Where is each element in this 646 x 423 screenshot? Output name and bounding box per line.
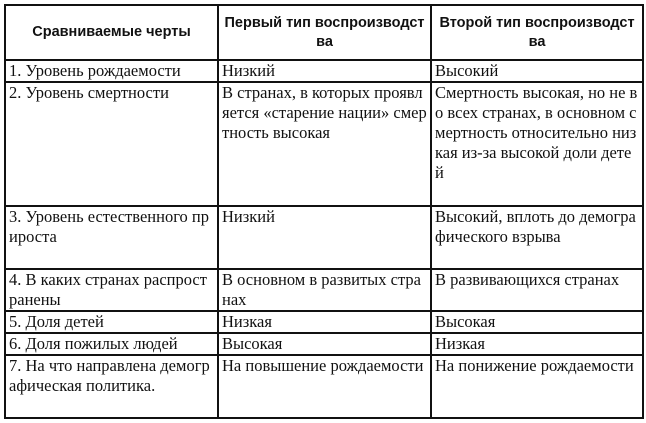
table-header-row: [5, 5, 643, 60]
table-row: [5, 269, 643, 311]
comparison-sheet: [4, 4, 642, 419]
second-type-cell: На понижение рождаемости: [431, 355, 643, 418]
first-type-cell: В основном в развитых странах: [218, 269, 431, 311]
feature-cell: 6. Доля пожилых людей: [5, 333, 218, 355]
table-row: [5, 206, 643, 269]
table-row: [5, 311, 643, 333]
table-row: [5, 82, 643, 206]
first-type-cell: Низкий: [218, 60, 431, 82]
second-type-cell: В развивающихся странах: [431, 269, 643, 311]
second-type-cell: Смертность высокая, но не во всех странах, в основном смертность относительно низкая из-за высокой доли детей: [431, 82, 643, 206]
first-type-cell: Низкий: [218, 206, 431, 269]
first-type-cell: Низкая: [218, 311, 431, 333]
feature-cell: 7. На что направлена демографическая политика.: [5, 355, 218, 418]
feature-cell: 2. Уровень смертности: [5, 82, 218, 206]
reproduction-comparison-table: [4, 4, 644, 419]
first-type-cell: Высокая: [218, 333, 431, 355]
header-second-type: Второй тип воспроизводства: [431, 5, 643, 60]
table-row: [5, 60, 643, 82]
feature-cell: 5. Доля детей: [5, 311, 218, 333]
second-type-cell: Низкая: [431, 333, 643, 355]
second-type-cell: Высокая: [431, 311, 643, 333]
second-type-cell: Высокий, вплоть до демографического взрыва: [431, 206, 643, 269]
first-type-cell: На повышение рождаемости: [218, 355, 431, 418]
header-first-type: Первый тип воспроизводства: [218, 5, 431, 60]
feature-cell: 1. Уровень рождаемости: [5, 60, 218, 82]
feature-cell: 3. Уровень естественного прироста: [5, 206, 218, 269]
table-row: [5, 333, 643, 355]
header-features: Сравниваемые черты: [5, 5, 218, 60]
feature-cell: 4. В каких странах распространены: [5, 269, 218, 311]
second-type-cell: Высокий: [431, 60, 643, 82]
table-row: [5, 355, 643, 418]
first-type-cell: В странах, в которых проявляется «старение нации» смертность высокая: [218, 82, 431, 206]
